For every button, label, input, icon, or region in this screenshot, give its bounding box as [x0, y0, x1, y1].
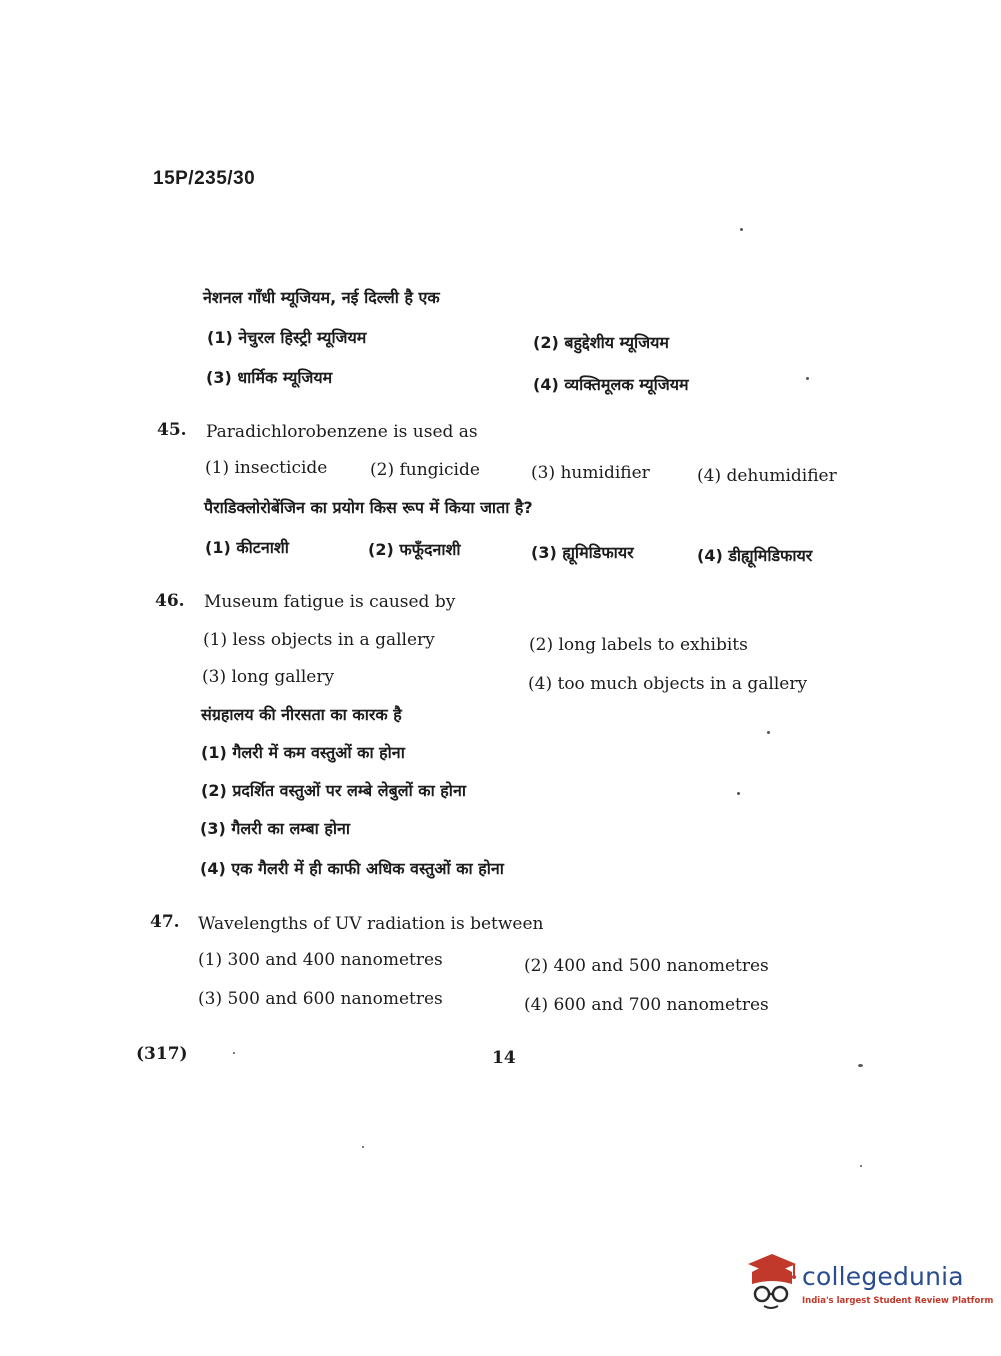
- q47-question: Wavelengths of UV radiation is between: [198, 914, 544, 934]
- collegedunia-tagline: India's largest Student Review Platform: [802, 1296, 994, 1306]
- q45-hindi-question: पैराडिक्लोरोबेंजिन का प्रयोग किस रूप में किया जाता है?: [204, 498, 533, 517]
- q46-question: Museum fatigue is caused by: [204, 592, 456, 612]
- q47-option-1: (1) 300 and 400 nanometres: [198, 950, 443, 970]
- q44-option-1: (1) नेचुरल हिस्ट्री म्यूजियम: [207, 328, 367, 347]
- q44-option-4: (4) व्यक्तिमूलक म्यूजियम: [533, 375, 689, 394]
- scan-speck: [806, 377, 809, 380]
- footer-code: (317): [136, 1044, 188, 1064]
- q45-option-2: (2) fungicide: [370, 460, 480, 480]
- q44-option-3: (3) धार्मिक म्यूजियम: [206, 368, 333, 387]
- scan-speck: [767, 731, 770, 734]
- q45-hindi-option-3: (3) ह्यूमिडिफायर: [531, 543, 634, 562]
- q45-option-3: (3) humidifier: [531, 463, 650, 483]
- paper-code: 15P/235/30: [153, 168, 256, 189]
- scan-speck: [233, 1052, 235, 1054]
- q46-hindi-option-2: (2) प्रदर्शित वस्तुओं पर लम्बे लेबुलों का होना: [201, 781, 466, 800]
- q45-option-1: (1) insecticide: [205, 458, 328, 478]
- q47-number: 47.: [150, 912, 180, 932]
- q45-hindi-option-1: (1) कीटनाशी: [205, 538, 289, 557]
- q45-option-4: (4) dehumidifier: [697, 466, 837, 486]
- q45-hindi-option-2: (2) फफूँदनाशी: [368, 540, 461, 559]
- scan-speck: [737, 792, 740, 795]
- q46-hindi-option-4: (4) एक गैलरी में ही काफी अधिक वस्तुओं का होना: [200, 859, 504, 878]
- q46-option-3: (3) long gallery: [202, 667, 335, 687]
- collegedunia-logo-text: collegedunia: [802, 1262, 964, 1291]
- q46-option-1: (1) less objects in a gallery: [203, 630, 435, 650]
- q47-option-3: (3) 500 and 600 nanometres: [198, 989, 443, 1009]
- collegedunia-mascot-icon: [742, 1250, 800, 1312]
- q44-hindi-question: नेशनल गाँधी म्यूजियम, नई दिल्ली है एक: [203, 288, 440, 307]
- q46-option-4: (4) too much objects in a gallery: [528, 674, 808, 694]
- q45-hindi-option-4: (4) डीह्यूमिडिफायर: [697, 546, 813, 565]
- page-number: 14: [492, 1048, 516, 1068]
- q46-hindi-option-1: (1) गैलरी में कम वस्तुओं का होना: [201, 743, 405, 762]
- q46-hindi-option-3: (3) गैलरी का लम्बा होना: [200, 819, 351, 838]
- scan-speck: [362, 1146, 364, 1148]
- q47-option-2: (2) 400 and 500 nanometres: [524, 956, 769, 976]
- q47-option-4: (4) 600 and 700 nanometres: [524, 995, 769, 1015]
- scan-speck: [740, 228, 743, 231]
- scan-speck: [858, 1064, 863, 1067]
- q44-option-2: (2) बहुद्देशीय म्यूजियम: [533, 333, 669, 352]
- scan-speck: [860, 1165, 862, 1167]
- q46-hindi-question: संग्रहालय की नीरसता का कारक है: [201, 705, 402, 724]
- q46-option-2: (2) long labels to exhibits: [529, 635, 748, 655]
- q46-number: 46.: [155, 591, 185, 611]
- q45-number: 45.: [157, 420, 187, 440]
- q45-question: Paradichlorobenzene is used as: [206, 422, 478, 442]
